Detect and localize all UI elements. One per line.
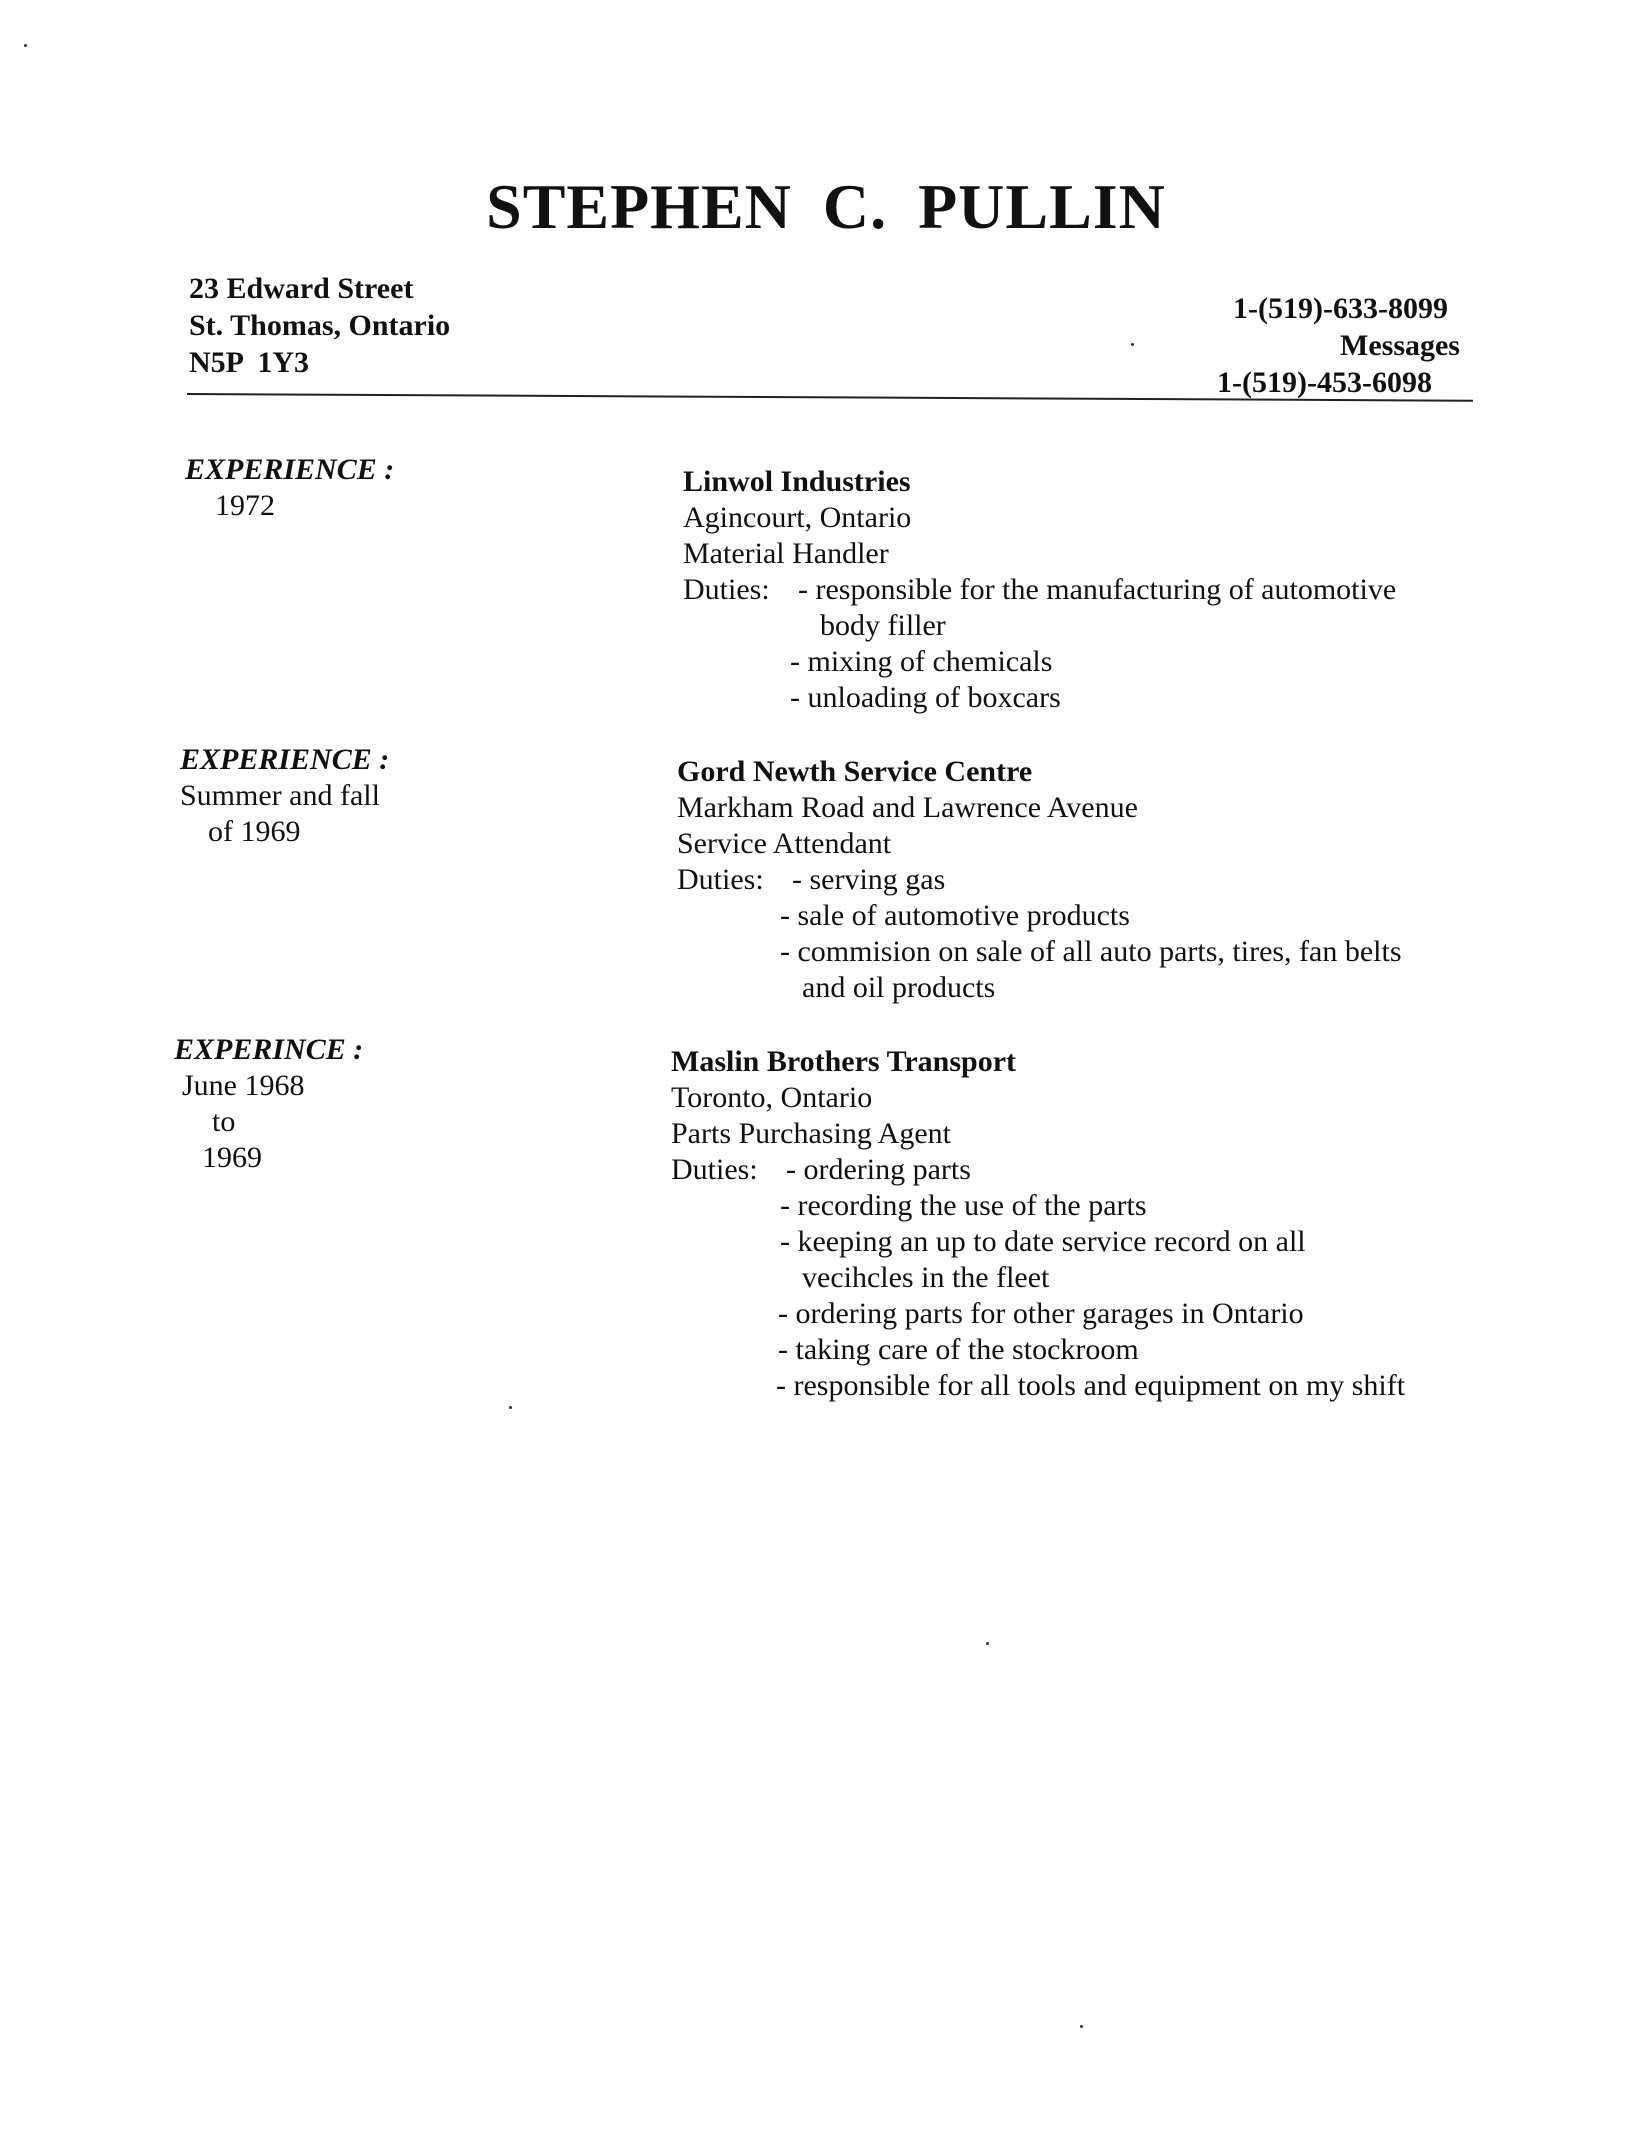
- duty-text: - keeping an up to date service record on all: [780, 1225, 1306, 1258]
- scan-speck: [1080, 2025, 1083, 2028]
- duty-item: [780, 1224, 1405, 1296]
- experience-heading: EXPERIENCE :: [185, 453, 395, 486]
- experience-heading: EXPERIENCE :: [180, 743, 390, 776]
- duty-list: [776, 1152, 1406, 1404]
- duty-continuation: vecihcles in the fleet: [802, 1261, 1050, 1294]
- duty-item: - sale of automotive products: [780, 899, 1130, 932]
- experience-period: 1972: [215, 489, 275, 522]
- duties-label: Duties:: [677, 863, 764, 896]
- scan-speck: [509, 1406, 512, 1409]
- employer-location: Markham Road and Lawrence Avenue: [677, 791, 1138, 824]
- duty-item: - ordering parts for other garages in Ontario: [778, 1297, 1304, 1330]
- scan-speck: [1131, 343, 1134, 346]
- experience-period: 1969: [202, 1141, 262, 1174]
- duty-continuation: body filler: [820, 609, 946, 642]
- employer-name: Linwol Industries: [683, 465, 911, 498]
- duty-text: - responsible for the manufacturing of automotive: [798, 573, 1397, 606]
- duties-label: Duties:: [671, 1153, 758, 1186]
- duty-item: [798, 572, 1396, 644]
- duties-label: Duties:: [683, 573, 770, 606]
- duty-item: - taking care of the stockroom: [778, 1333, 1139, 1366]
- experience-period: Summer and fall: [180, 779, 380, 812]
- scan-speck: [24, 44, 27, 47]
- experience-period: of 1969: [208, 815, 301, 848]
- scan-speck: [986, 1642, 989, 1645]
- messages-label: Messages: [1340, 329, 1460, 362]
- duty-item: - serving gas: [792, 863, 946, 896]
- employer-location: Toronto, Ontario: [671, 1081, 873, 1114]
- duty-list: [790, 572, 1397, 716]
- experience-period: to: [212, 1105, 236, 1138]
- duties-block: [671, 1152, 1405, 1404]
- duty-text: - commision on sale of all auto parts, tires, fan belts: [780, 935, 1402, 968]
- experience-3-left: [174, 1032, 363, 1176]
- address-city: St. Thomas, Ontario: [189, 309, 451, 342]
- contact-block: [1217, 290, 1460, 401]
- job-position: Parts Purchasing Agent: [671, 1117, 951, 1150]
- duty-item: - recording the use of the parts: [780, 1189, 1147, 1222]
- duties-block: [683, 572, 1396, 716]
- job-position: Material Handler: [683, 537, 889, 570]
- duties-block: [677, 862, 1402, 1006]
- employer-location: Agincourt, Ontario: [683, 501, 912, 534]
- employer-name: Maslin Brothers Transport: [671, 1045, 1017, 1078]
- employer-name: Gord Newth Service Centre: [677, 755, 1033, 788]
- experience-2-right: [677, 754, 1402, 1006]
- address-postal-code: N5P 1Y3: [189, 346, 309, 379]
- address-block: [189, 270, 450, 381]
- phone-number: 1-(519)-633-8099: [1233, 292, 1448, 325]
- duty-continuation: and oil products: [802, 971, 996, 1004]
- address-street: 23 Edward Street: [189, 272, 414, 305]
- duty-item: - mixing of chemicals: [790, 645, 1053, 678]
- experience-1-right: [683, 464, 1396, 716]
- applicant-name: STEPHEN C. PULLIN: [486, 171, 1166, 242]
- duty-item: [780, 934, 1402, 1006]
- duty-item: - ordering parts: [786, 1153, 971, 1186]
- experience-2-left: [180, 742, 389, 850]
- experience-period: June 1968: [182, 1069, 305, 1102]
- experience-3-right: [671, 1044, 1405, 1404]
- job-position: Service Attendant: [677, 827, 892, 860]
- duty-list: [780, 862, 1402, 1006]
- messages-phone-number: 1-(519)-453-6098: [1217, 366, 1432, 399]
- experience-1-left: [185, 452, 394, 524]
- duty-item: - responsible for all tools and equipment on my shift: [776, 1369, 1406, 1402]
- experience-heading: EXPERINCE :: [174, 1033, 364, 1066]
- duty-item: - unloading of boxcars: [790, 681, 1061, 714]
